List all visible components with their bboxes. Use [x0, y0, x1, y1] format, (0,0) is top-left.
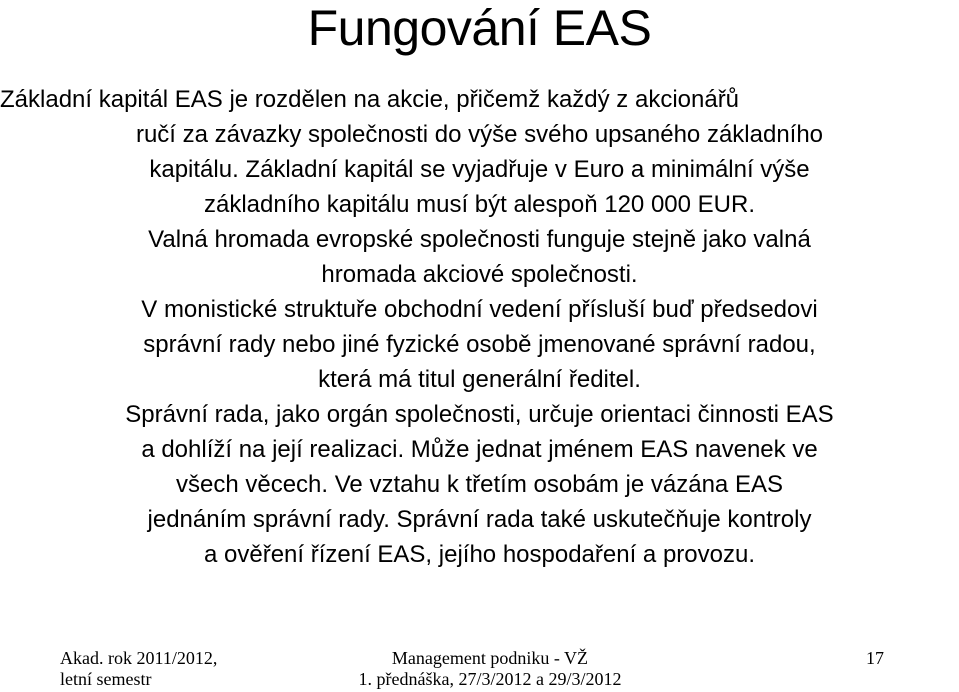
footer-semester-text: letní semestr [60, 669, 152, 689]
paragraph-line: všech věcech. Ve vztahu k třetím osobám je vázána EAS [176, 471, 783, 498]
footer-lecture-dates: 1. přednáška, 27/3/2012 a 29/3/2012 [358, 669, 622, 689]
paragraph-line: správní rady nebo jiné fyzické osobě jmenované správní radou, [143, 331, 816, 358]
footer-academic-year [60, 648, 217, 690]
paragraph-administrative-board [0, 397, 959, 572]
paragraph-line: která má titul generální ředitel. [318, 366, 641, 393]
page-number: 17 [866, 648, 884, 668]
paragraph-line: Valná hromada evropské společnosti funguje stejně jako valná [148, 226, 811, 253]
paragraph-line: a ověření řízení EAS, jejího hospodaření a provozu. [203, 541, 755, 568]
paragraph-general-meeting [0, 222, 959, 292]
paragraph-share-capital [0, 82, 959, 222]
paragraph-line: jednáním správní rady. Správní rada také uskutečňuje kontroly [147, 506, 812, 533]
paragraph-line: kapitálu. Základní kapitál se vyjadřuje v Euro a minimální výše [149, 156, 810, 183]
paragraph-line: Základní kapitál EAS je rozdělen na akcie, přičemž každý z akcionářů [0, 86, 740, 113]
paragraph-line: a dohlíží na její realizaci. Může jednat jménem EAS navenek ve [141, 436, 818, 463]
paragraph-line: Správní rada, jako orgán společnosti, určuje orientaci činnosti EAS [125, 401, 834, 428]
paragraph-line: hromada akciové společnosti. [321, 261, 638, 288]
slide-body [0, 82, 959, 572]
paragraph-line: ručí za závazky společnosti do výše svého upsaného základního [135, 121, 824, 148]
footer-course-info [330, 648, 650, 690]
paragraph-monistic-structure [0, 292, 959, 397]
footer-year-text: Akad. rok 2011/2012, [60, 648, 218, 668]
footer-course-name: Management podniku - VŽ [391, 648, 589, 668]
slide-title: Fungování EAS [307, 0, 652, 56]
footer-page-number [855, 648, 895, 669]
paragraph-line: základního kapitálu musí být alespoň 120 000 EUR. [203, 191, 755, 218]
paragraph-line: V monistické struktuře obchodní vedení přísluší buď předsedovi [141, 296, 818, 323]
